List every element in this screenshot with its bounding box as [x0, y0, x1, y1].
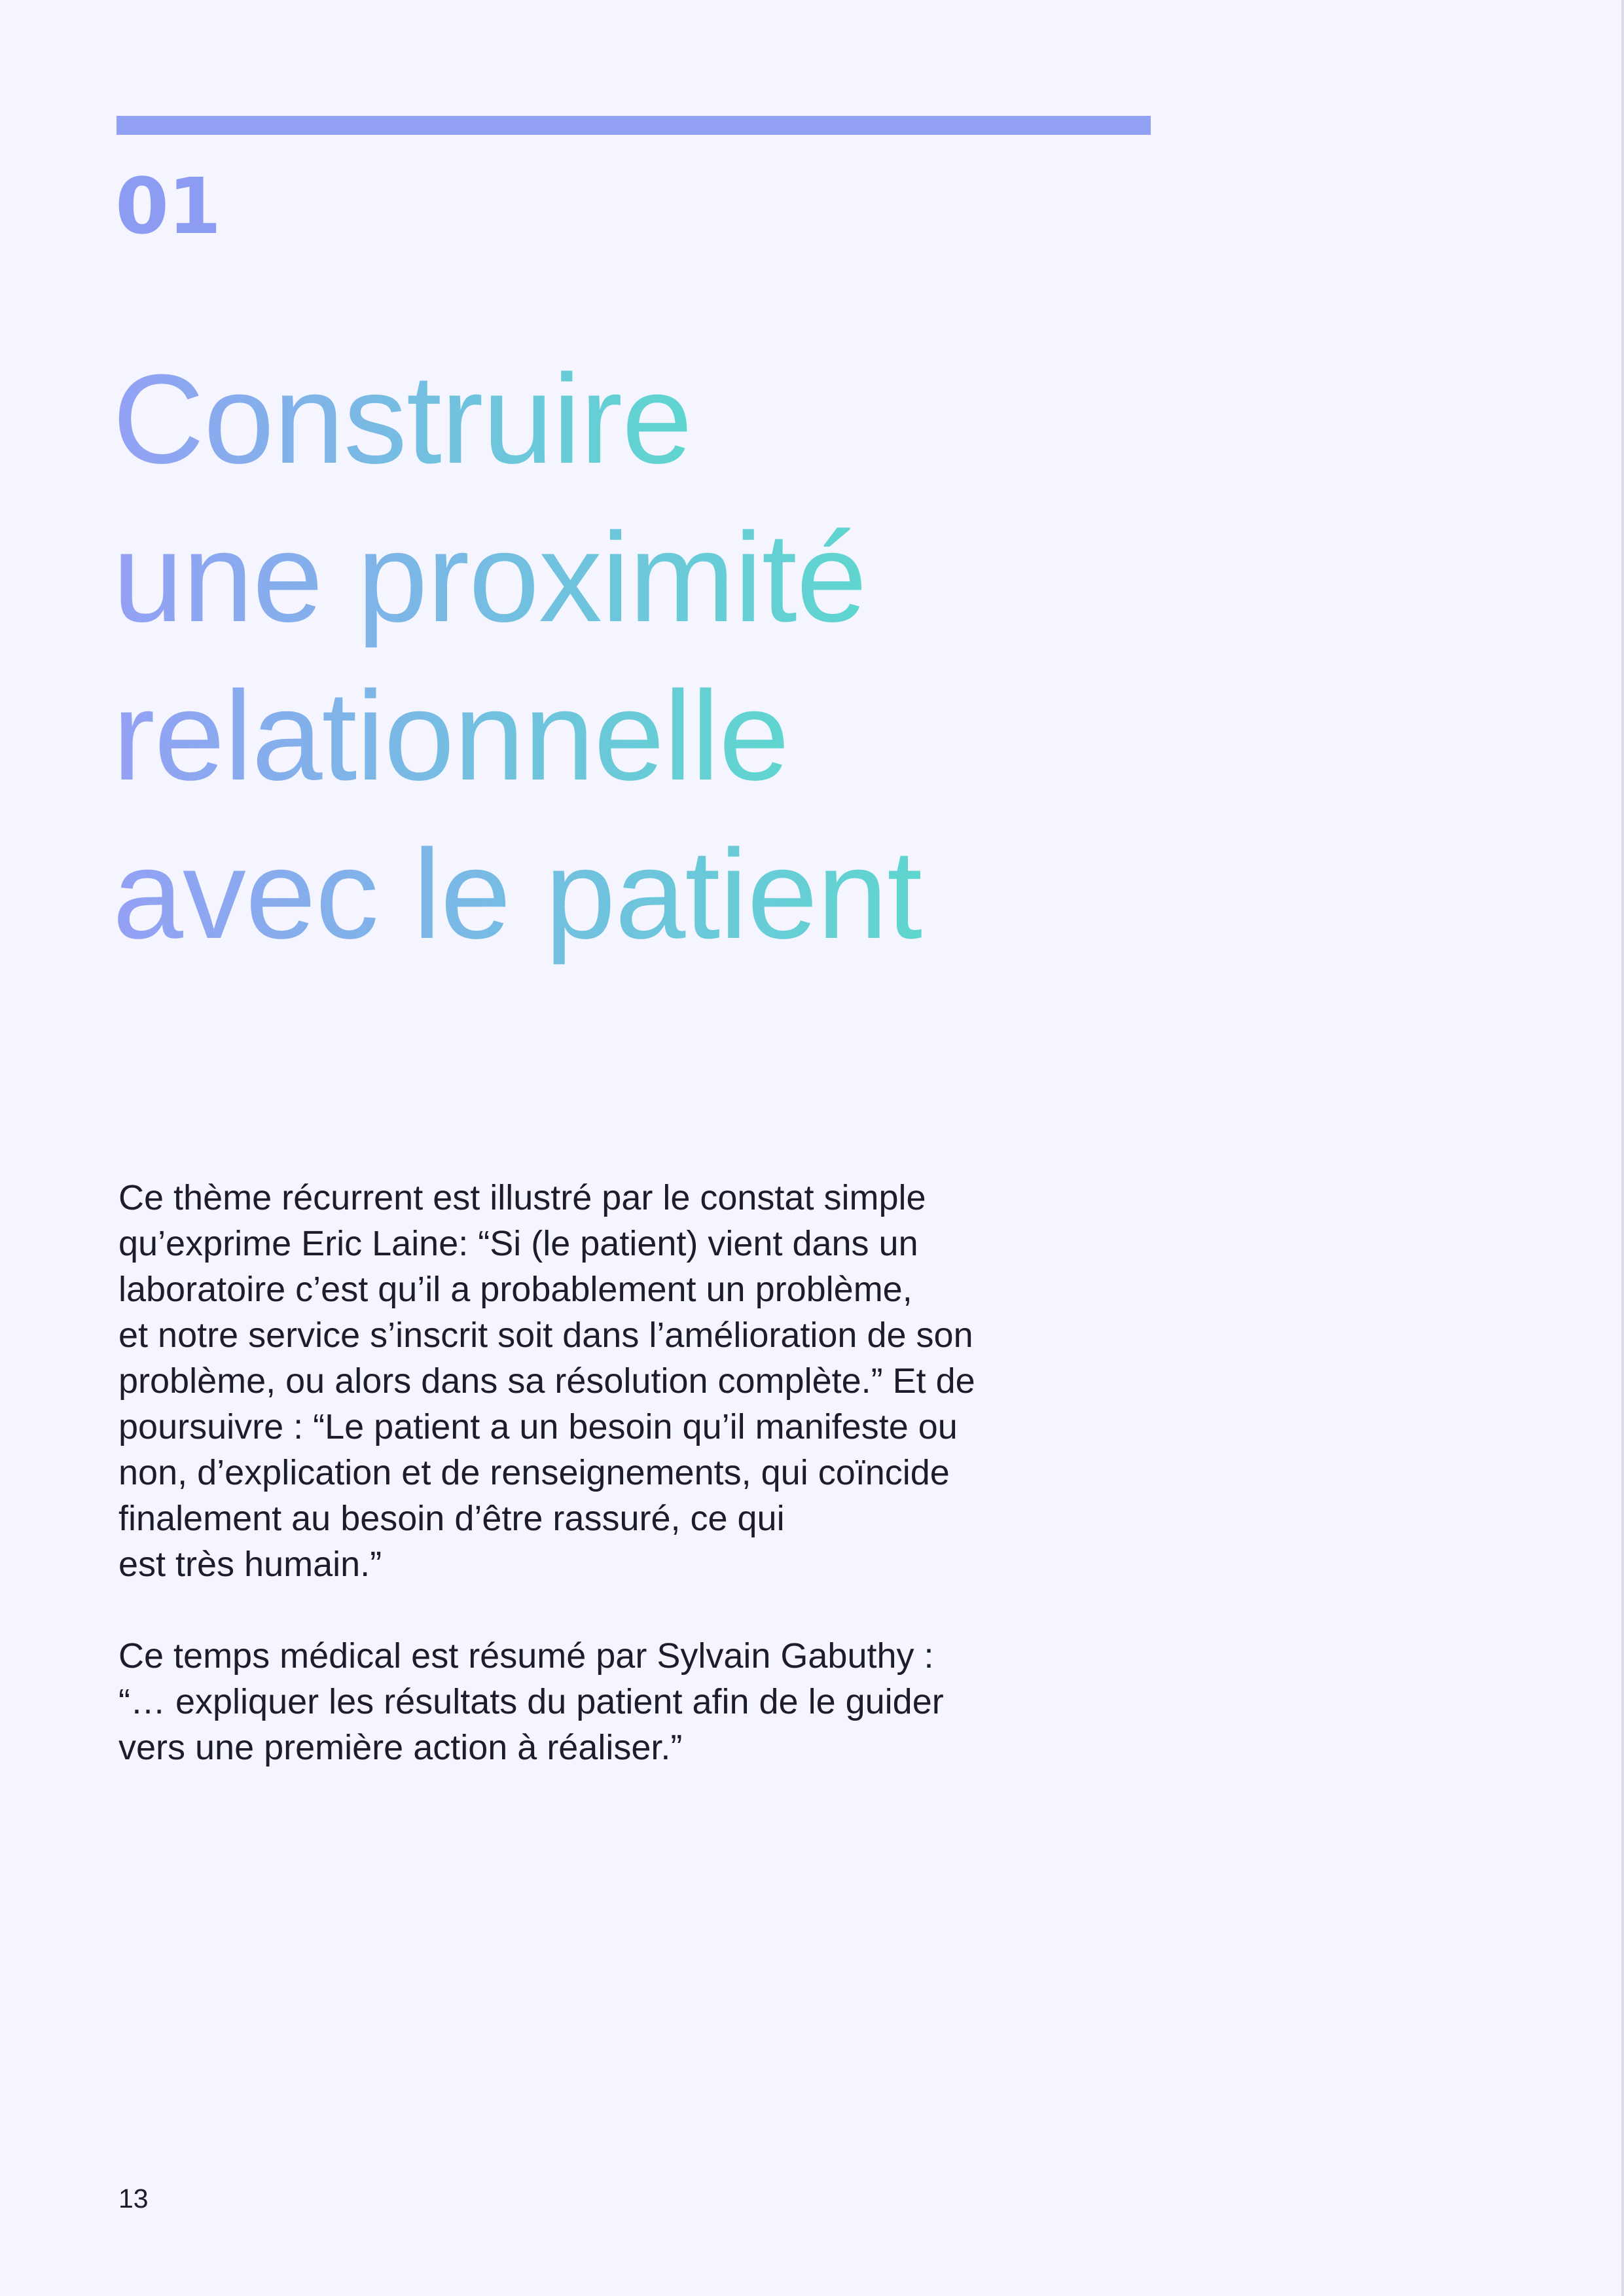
body-text	[118, 1175, 1179, 1816]
text-line: non, d’explication et de renseignements, qui coïncide	[118, 1453, 950, 1492]
body-paragraph-1	[118, 1175, 1179, 1587]
text-line: “… expliquer les résultats du patient afin de le guider	[118, 1682, 944, 1721]
title-line: Construire	[113, 340, 692, 499]
text-line: et notre service s’inscrit soit dans l’amélioration de son	[118, 1316, 973, 1355]
text-line: vers une première action à réaliser.”	[118, 1728, 683, 1767]
text-line: finalement au besoin d’être rassuré, ce qui	[118, 1499, 785, 1538]
page-number: 13	[118, 2183, 149, 2214]
body-paragraph-2	[118, 1633, 1179, 1770]
text-line: Ce thème récurrent est illustré par le constat simple	[118, 1178, 926, 1217]
page-edge-divider	[1621, 0, 1624, 2296]
title-line: relationnelle	[113, 657, 789, 816]
title-line: une proximité	[113, 499, 867, 657]
text-line: Ce temps médical est résumé par Sylvain Gabuthy :	[118, 1636, 934, 1676]
text-line: laboratoire c’est qu’il a probablement un problème,	[118, 1270, 912, 1309]
text-line: poursuivre : “Le patient a un besoin qu’il manifeste ou	[118, 1407, 958, 1446]
page-title	[113, 340, 1225, 974]
section-accent-rule	[117, 116, 1151, 135]
title-line: avec le patient	[113, 816, 922, 974]
section-number: 01	[115, 161, 221, 251]
text-line: qu’exprime Eric Laine: “Si (le patient) vient dans un	[118, 1224, 918, 1263]
text-line: problème, ou alors dans sa résolution complète.” Et de	[118, 1361, 975, 1401]
text-line: est très humain.”	[118, 1545, 382, 1584]
